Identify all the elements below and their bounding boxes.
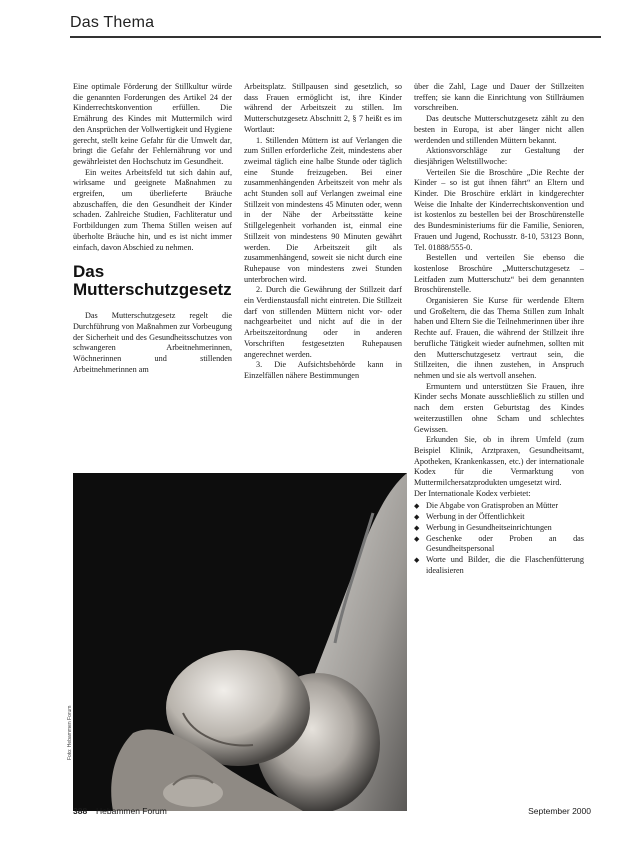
paragraph: 2. Durch die Gewährung der Stillzeit darf ein Verdienstausfall nicht eintreten. Die Stillzeit darf von stillenden Müttern nicht vor- oder nachgearbeitet und nicht auf die in der Arbeitszeitordnung oder in anderen Vorschriften festgesetzten Ruhepausen angerechnet werden. (244, 285, 402, 359)
list-item: ◆ Worte und Bilder, die die Flaschenfütterung idealisieren (414, 555, 584, 576)
list-item: ◆ Werbung in der Öffentlichkeit (414, 512, 584, 523)
paragraph: Organisieren Sie Kurse für werdende Eltern und Großeltern, die das Thema Stillen zum Inhalt haben und Eltern Sie die Teilnehmerinnen über ihre Rechte auf. Frauen, die während der Stillzeit ihre berufliche Tätigkeit wieder aufnehmen, sollten mit den Mutterschutzgesetz vertraut sein, die Stillzeiten, die ihnen zustehen, in Anspruch nehmen und sie als wertvoll ansehen. (414, 296, 584, 380)
header-divider (70, 36, 601, 38)
list-item: ◆ Werbung in Gesundheitseinrichtungen (414, 523, 584, 534)
paragraph: Aktionsvorschläge zur Gestaltung der diesjährigen Weltstillwoche: (414, 146, 584, 166)
paragraph: 3. Die Aufsichtsbehörde kann in Einzelfällen nähere Bestimmungen (244, 360, 402, 380)
paragraph: Verteilen Sie die Broschüre „Die Rechte der Kinder – so ist gut ihnen fährt“ an Eltern und Kinder. Die Broschüre erklärt in kindgerechter Weise die Inhalte der Kinderrechtskonvention und ist kostenlos zu bestellen bei der Broschürenstelle des Bundesministeriums für die Familie, Senioren, Frauen und Jugend, Rochusstr. 8-10, 53123 Bonn, Tel. 01888/555-0. (414, 167, 584, 252)
photo-illustration (73, 473, 407, 811)
breastfeeding-photo (73, 473, 407, 811)
paragraph: Bestellen und verteilen Sie ebenso die kostenlose Broschüre „Mutterschutzgesetz – Leitfaden zum Mutterschutz“ bei dem genannten Broschürenstelle. (414, 253, 584, 295)
paragraph: Arbeitsplatz. Stillpausen sind gesetzlich, so dass Frauen ermöglicht ist, ihre Kinder während der Arbeitszeit zu stillen. Im Mutterschutzgesetz Abschnitt 2, § 7 heißt es im Wortlaut: (244, 82, 402, 134)
column-1 (73, 82, 232, 375)
paragraph: Das deutsche Mutterschutzgesetz zählt zu den besten in Europa, ist aber länger nicht allen werdenden und stillenden Müttern bekannt. (414, 114, 584, 145)
paragraph: 1. Stillenden Müttern ist auf Verlangen die zum Stillen erforderliche Zeit, mindestens aber zweimal täglich eine halbe Stunde oder täglich eine Stunde freizugeben. Bei einer zusammenhängenden Arbeitszeit von mehr als acht Stunden soll auf Verlangen zweimal eine Stillzeit von mindestens 45 Minuten oder, wenn in der Nähe der Arbeitsstätte keine Stillgelegenheit vorhanden ist, einmal eine Stillzeit von mindestens 90 Minuten gewährt werden. Die Arbeitszeit gilt als zusammenhängend, soweit sie nicht durch eine Ruhepause von mindestens zwei Stunden unterbrochen wird. (244, 135, 402, 284)
paragraph: Das Mutterschutzgesetz regelt die Durchführung von Maßnahmen zur Vorbeugung der Sicherheit und des Gesundheitsschutzes von schwangeren Arbeitnehmerinnen, Wöchnerinnen und stillenden Arbeitnehmerinnen am (73, 311, 232, 374)
paragraph: über die Zahl, Lage und Dauer der Stillzeiten treffen; sie kann die Einrichtung von Stillräumen vorschreiben. (414, 82, 584, 113)
photo-credit: Foto: Hebammen Forum (67, 705, 73, 760)
column-2 (244, 82, 402, 382)
paragraph: Ein weites Arbeitsfeld tut sich dahin auf, wirksame und geeignete Maßnahmen zu ergreifen, um überlieferte Bräuche abzuschaffen, die den Gesundheit der Kinder schaden. Zahlreiche Studien, Fachliteratur und Fortbildungen zum Thema Stillen weisen auf überholte Bräuche hin, und es ist nicht immer einfach, davon Abschied zu nehmen. (73, 167, 232, 252)
journal-name: Hebammen Forum (96, 806, 167, 816)
list-intro: Der Internationale Kodex verbietet: (414, 488, 531, 498)
section-title: Das Thema (70, 14, 155, 31)
column-3 (414, 82, 584, 576)
list-item: ◆ Die Abgabe von Gratisproben an Mütter (414, 501, 584, 512)
bullet-list (414, 501, 584, 576)
issue-date: September 2000 (528, 806, 591, 816)
section-heading: Das Mutterschutzgesetz (73, 262, 232, 300)
paragraph: Eine optimale Förderung der Stillkultur würde die genannten Forderungen des Artikel 24 der Kinderrechtskonvention erfüllen. Die Ernährung des Kindes mit Muttermilch wird den Ansprüchen der Vollwertigkeit und Hygiene gerecht, stellt keine Gefahr für die Umwelt dar, bringt die Gefahr der Fehlernährung vor und gewährleistet den Hochschutz im Gesundheit. (73, 82, 232, 166)
list-item: ◆ Geschenke oder Proben an das Gesundheitspersonal (414, 534, 584, 555)
paragraph: Ermuntern und unterstützen Sie Frauen, ihre Kinder sechs Monate ausschließlich zu stillen und nach dem ersten Geburtstag des Kindes weiterzustillen ohne Scham und schlechtes Gewissen. (414, 381, 584, 434)
page-number: 388 (73, 806, 88, 816)
paragraph: Erkunden Sie, ob in ihrem Umfeld (zum Beispiel Klinik, Arztpraxen, Gesundheitsamt, Apotheken, Krankenkassen, etc.) der internationale Kodex für die Vermarktung von Muttermilchersatzprodukten umgesetzt wird. (414, 435, 584, 488)
